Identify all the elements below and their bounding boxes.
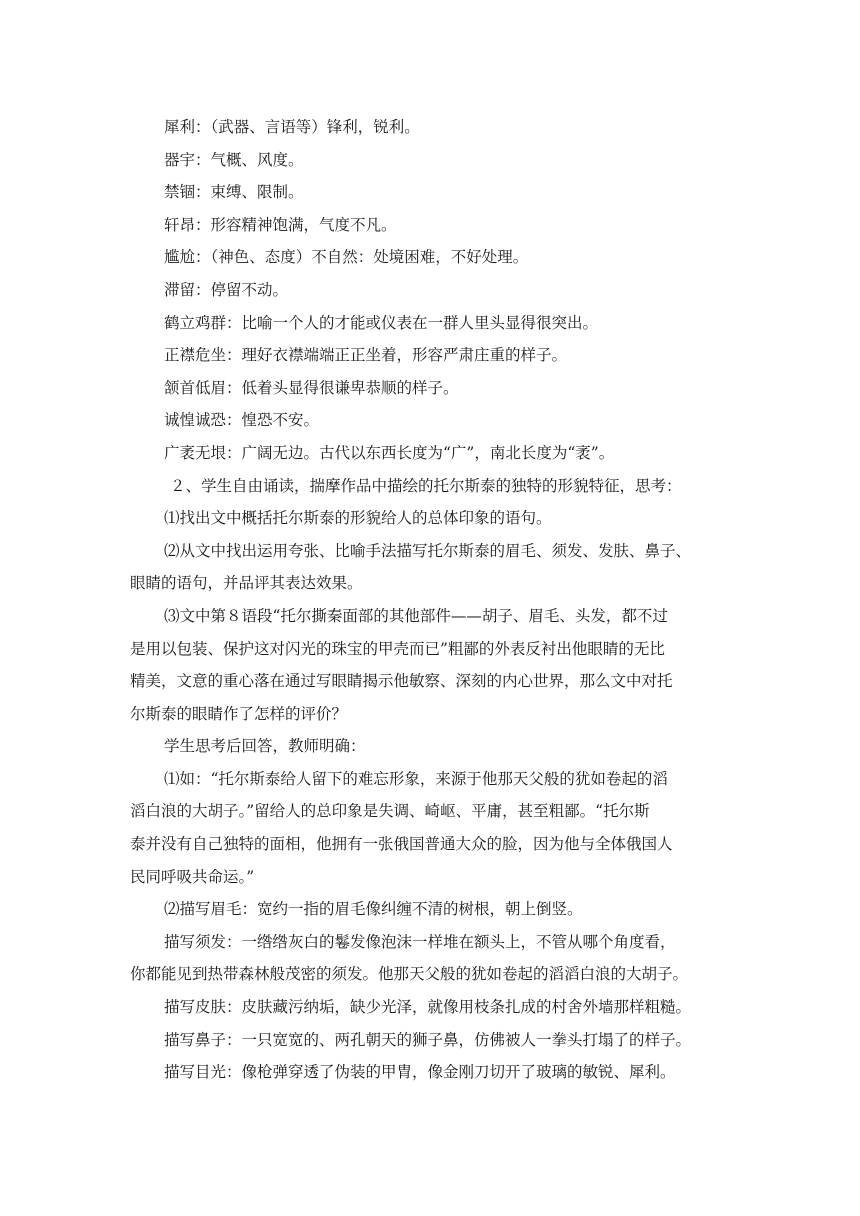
vocab-line-zhiliu: 滞留：停留不动。 [164, 280, 289, 299]
answer-intro: 学生思考后回答，教师明确： [164, 737, 366, 756]
answer-2-hair-line-1: 描写须发：一绺绺灰白的鬈发像泡沫一样堆在额头上，不管从哪个角度看， [164, 932, 676, 951]
question-3-line-4: 尔斯泰的眼睛作了怎样的评价？ [130, 704, 348, 723]
vocab-line-xili: 犀利：（武器、言语等）锋利，锐利。 [164, 118, 420, 136]
answer-2-skin: 描写皮肤：皮肤藏污纳垢，缺少光泽，就像用枝条扎成的村舍外墙那样粗糙。 [164, 998, 692, 1017]
answer-2-hair-line-2: 你都能见到热带森林般茂密的须发。他那天父般的犹如卷起的滔滔白浪的大胡子。 [130, 965, 689, 984]
vocab-line-helijiqun: 鹤立鸡群：比喻一个人的才能或仪表在一群人里头显得很突出。 [164, 313, 599, 332]
question-3-line-2: 是用以包装、保护这对闪光的珠宝的甲壳而已”粗鄙的外表反衬出他眼睛的无比 [130, 639, 665, 658]
vocab-line-jingu: 禁锢：束缚、限制。 [164, 183, 304, 202]
answer-2-eyebrows: ⑵描写眉毛：宽约一指的眉毛像纠缠不清的树根，朝上倒竖。 [164, 900, 583, 919]
task-heading: ２、学生自由诵读，揣摩作品中描绘的托尔斯泰的独特的形貌特征，思考： [170, 476, 682, 495]
answer-2-nose: 描写鼻子：一只宽宽的、两孔朝天的狮子鼻，仿佛被人一拳头打塌了的样子。 [164, 1030, 692, 1049]
question-3-line-1: ⑶文中第８语段“托尔撕秦面部的其他部件——胡子、眉毛、头发，都不过 [164, 606, 668, 625]
answer-1-line-1: ⑴如：“托尔斯泰给人留下的难忘形象，来源于他那天父般的犹如卷起的滔 [164, 769, 668, 788]
answer-1-line-2: 滔白浪的大胡子。”留给人的总印象是失调、崎岖、平庸，甚至粗鄙。“托尔斯 [130, 802, 650, 821]
answer-1-line-4: 民同呼吸共命运。” [130, 867, 255, 886]
document-body [130, 111, 740, 1089]
vocab-line-zhengjinweizuo: 正襟危坐：理好衣襟端端正正坐着，形容严肃庄重的样子。 [164, 346, 568, 365]
question-2-line-2: 眼睛的语句，并品评其表达效果。 [130, 574, 363, 593]
vocab-line-guangmaowuyin: 广袤无垠：广阔无边。古代以东西长度为“广”，南北长度为“袤”。 [164, 443, 615, 462]
vocab-line-qiyu: 器宇：气概、风度。 [164, 150, 304, 169]
answer-2-eyes: 描写目光：像枪弹穿透了伪装的甲胄，像金刚刀切开了玻璃的敏锐、犀利。 [164, 1063, 676, 1082]
question-2-line-1: ⑵从文中找出运用夸张、比喻手法描写托尔斯泰的眉毛、须发、发肤、鼻子、 [164, 541, 692, 560]
vocab-line-ganga: 尴尬：（神色、态度）不自然：处境困难，不好处理。 [164, 248, 529, 267]
vocab-line-hanshoudimei: 颔首低眉：低着头显得很谦卑恭顺的样子。 [164, 378, 459, 397]
vocab-line-xuanang: 轩昂：形容精神饱满，气度不凡。 [164, 215, 397, 234]
question-3-line-3: 精美，文意的重心落在通过写眼睛揭示他敏察、深刻的内心世界，那么文中对托 [130, 672, 673, 691]
question-1: ⑴找出文中概括托尔斯泰的形貌给人的总体印象的语句。 [164, 509, 552, 528]
vocab-line-chenghuangchengkong: 诚惶诚恐：惶恐不安。 [164, 411, 320, 430]
answer-1-line-3: 泰并没有自己独特的面相，他拥有一张俄国普通大众的脸，因为他与全体俄国人 [130, 835, 673, 854]
